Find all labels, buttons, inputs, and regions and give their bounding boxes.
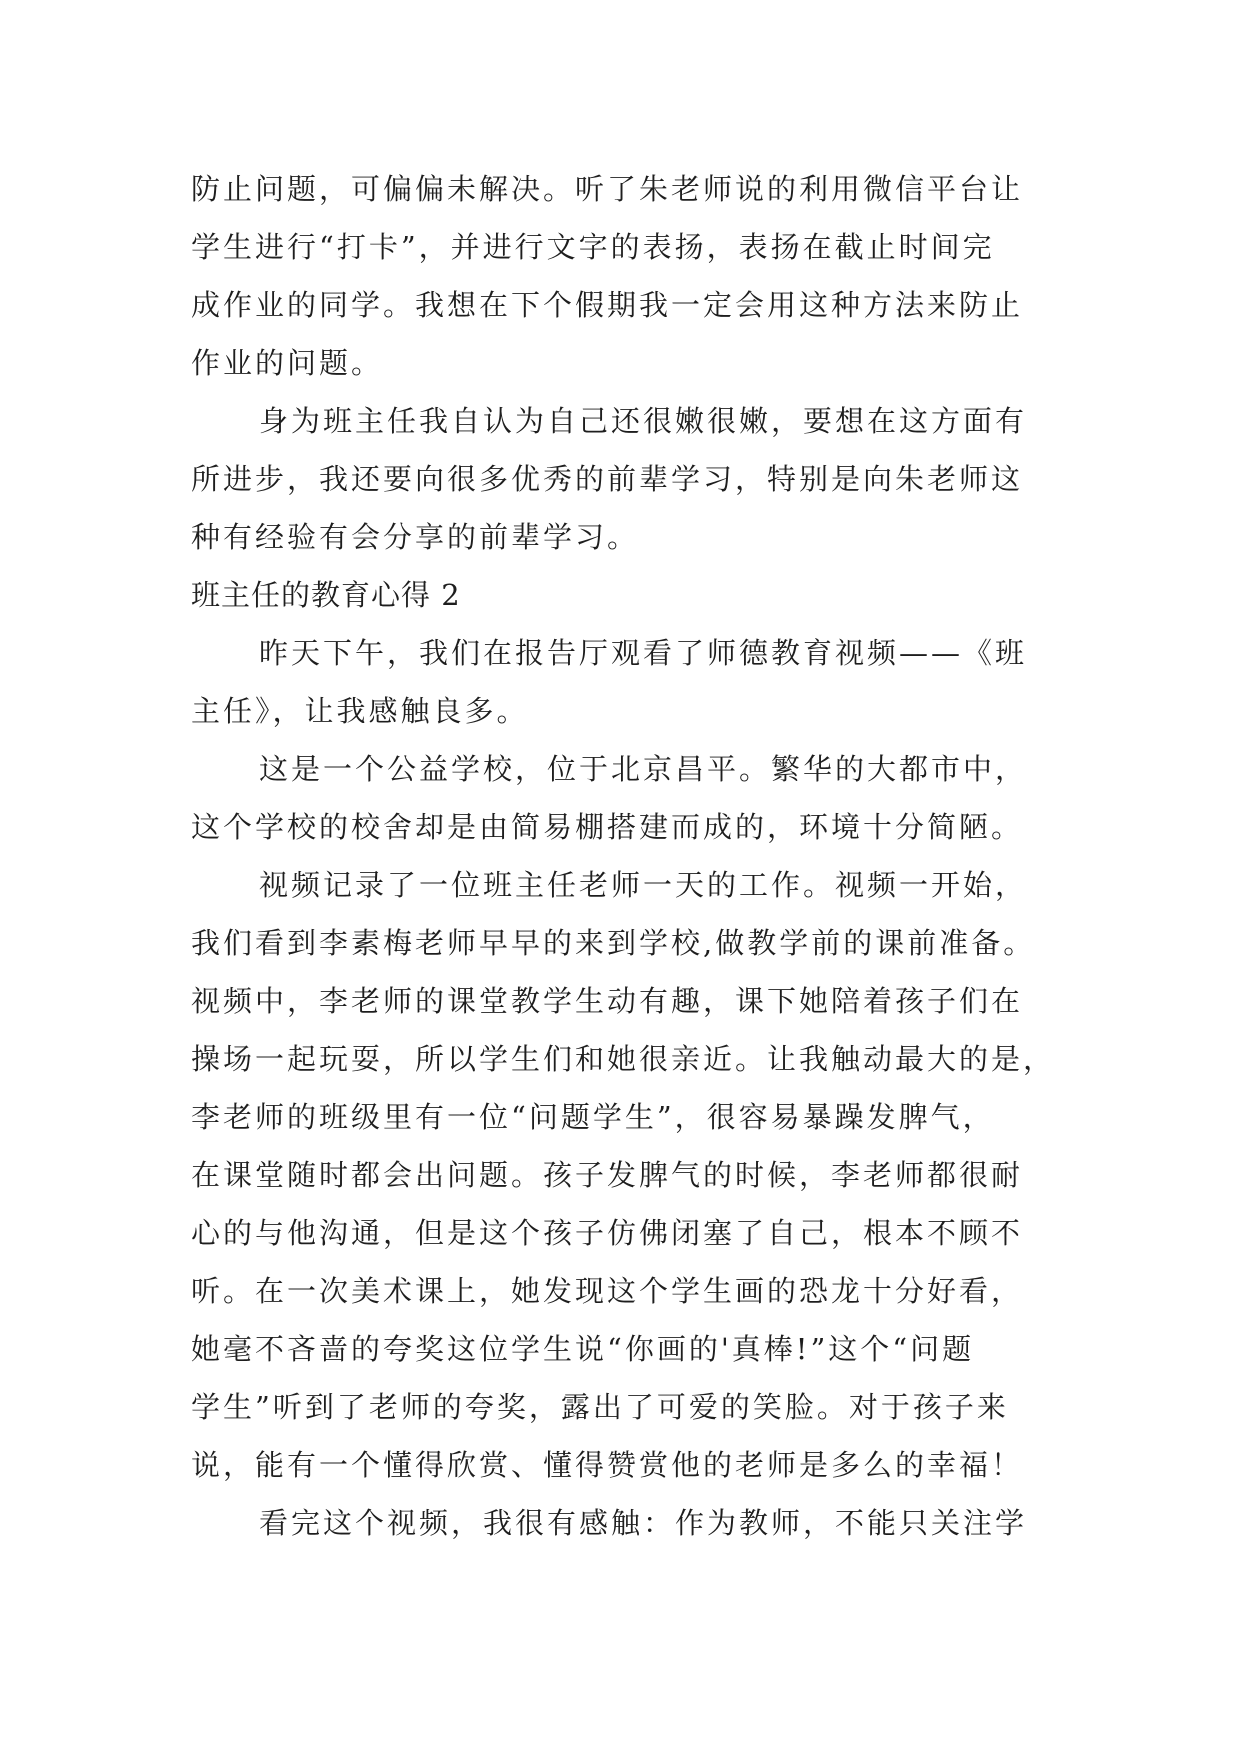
paragraph-first-line: 昨天下午，我们在报告厅观看了师德教育视频——《班 <box>259 636 1028 670</box>
text-line: 种有经验有会分享的前辈学习。 <box>191 520 640 554</box>
text-line: 在课堂随时都会出问题。孩子发脾气的时候，李老师都很耐 <box>191 1158 1024 1192</box>
text-line: 防止问题，可偏偏未解决。听了朱老师说的利用微信平台让 <box>191 172 1024 206</box>
paragraph-first-line: 视频记录了一位班主任老师一天的工作。视频一开始， <box>259 868 1028 902</box>
text-line: 所进步，我还要向很多优秀的前辈学习，特别是向朱老师这 <box>191 462 1024 496</box>
text-line: 操场一起玩耍，所以学生们和她很亲近。让我触动最大的是， <box>191 1042 1056 1076</box>
text-line: 李老师的班级里有一位“问题学生”，很容易暴躁发脾气， <box>191 1100 995 1134</box>
text-line: 说，能有一个懂得欣赏、懂得赞赏他的老师是多么的幸福！ <box>191 1448 1024 1482</box>
paragraph-first-line: 身为班主任我自认为自己还很嫩很嫩，要想在这方面有 <box>259 404 1028 438</box>
text-line: 这个学校的校舍却是由简易棚搭建而成的，环境十分简陋。 <box>191 810 1024 844</box>
section-title: 班主任的教育心得 2 <box>191 578 461 612</box>
text-line: 我们看到李素梅老师早早的来到学校,做教学前的课前准备。 <box>191 926 1036 960</box>
document-body <box>191 160 1061 1552</box>
paragraph-first-line: 这是一个公益学校，位于北京昌平。繁华的大都市中， <box>259 752 1028 786</box>
text-line: 主任》，让我感触良多。 <box>191 694 529 728</box>
text-line: 她毫不吝啬的夸奖这位学生说“你画的'真棒!”这个“问题 <box>191 1332 975 1366</box>
text-line: 学生”听到了老师的夸奖，露出了可爱的笑脸。对于孩子来 <box>191 1390 1009 1424</box>
paragraph-first-line: 看完这个视频，我很有感触：作为教师，不能只关注学 <box>259 1506 1028 1540</box>
text-line: 心的与他沟通，但是这个孩子仿佛闭塞了自己，根本不顾不 <box>191 1216 1024 1250</box>
text-line: 听。在一次美术课上，她发现这个学生画的恐龙十分好看， <box>191 1274 1024 1308</box>
text-line: 学生进行“打卡”，并进行文字的表扬，表扬在截止时间完 <box>191 230 995 264</box>
text-line: 作业的问题。 <box>191 346 384 380</box>
text-line: 视频中，李老师的课堂教学生动有趣，课下她陪着孩子们在 <box>191 984 1024 1018</box>
text-line: 成作业的同学。我想在下个假期我一定会用这种方法来防止 <box>191 288 1024 322</box>
